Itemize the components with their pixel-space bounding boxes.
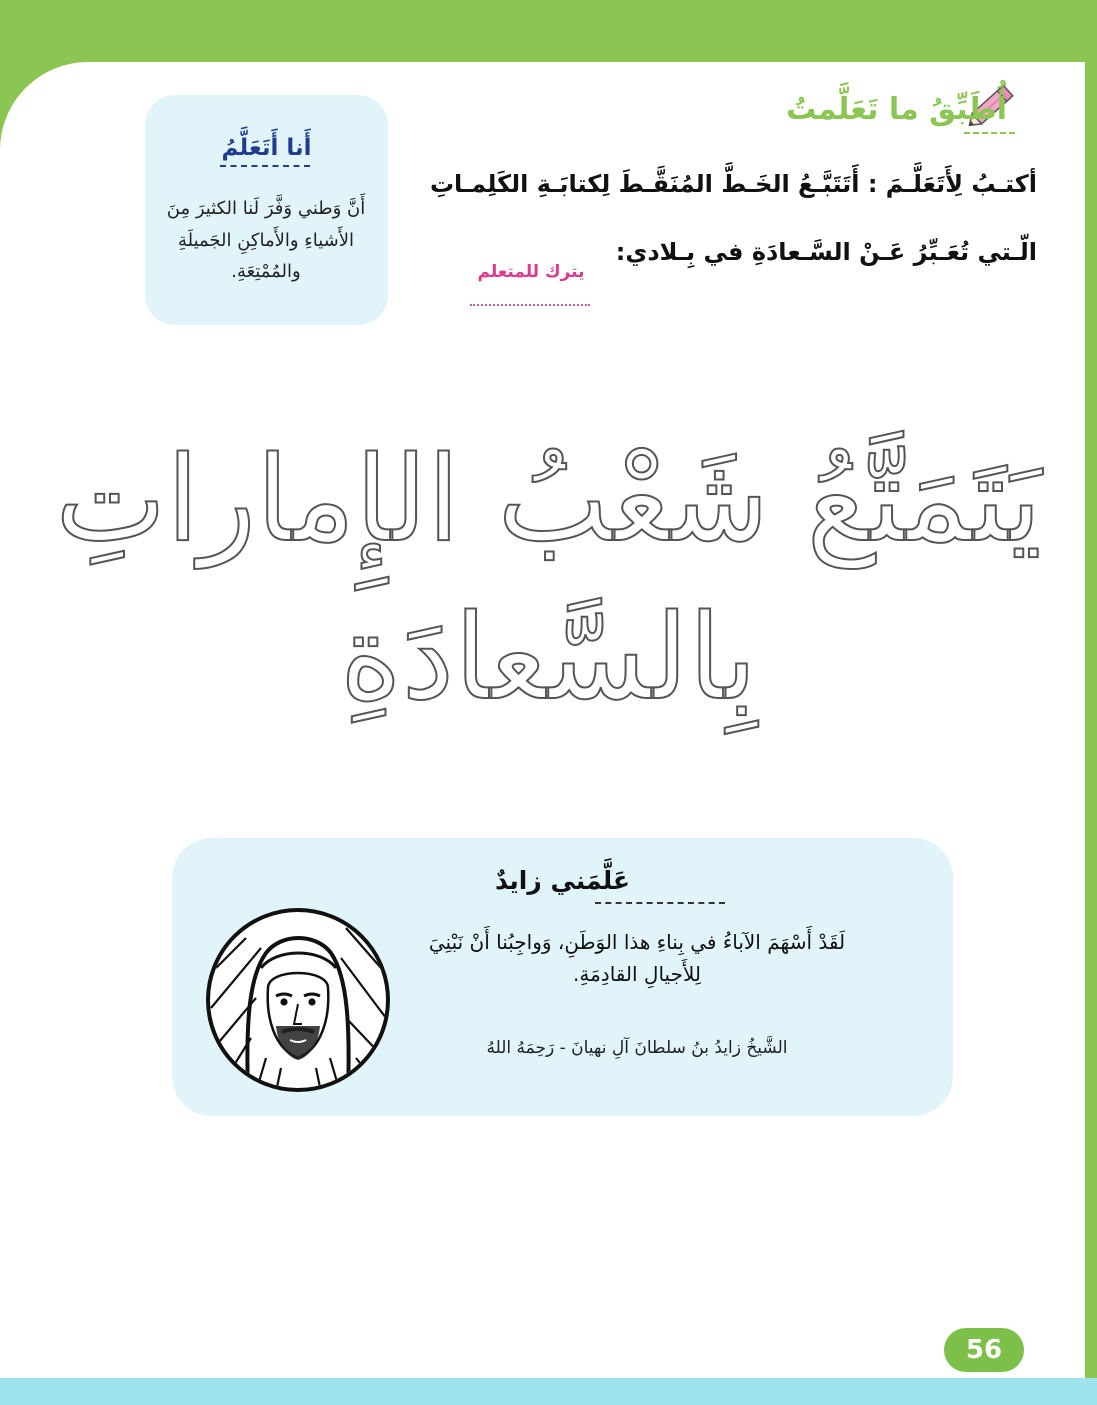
section-title: أُطَبِّقُ ما تَعَلَّمتُ	[786, 92, 1007, 127]
i-learn-text: أَنَّ وَطني وَفَّرَ لَنا الكثيرَ مِنَ الأَشياءِ والأَماكِنِ الجَميلَةِ والمُمْتِعَةِ.	[166, 198, 366, 282]
i-learn-underline	[220, 165, 310, 167]
top-green-bar	[0, 0, 1097, 62]
bottom-cyan-bar	[0, 1378, 1097, 1405]
zayed-taught-me-box	[172, 838, 953, 1116]
tracing-line-2: بِالسَّعادَةِ	[339, 588, 758, 726]
sheikh-zayed-portrait	[206, 908, 390, 1092]
i-learn-title: أَنا أَتَعَلَّمُ	[221, 135, 312, 161]
i-learn-box	[145, 95, 388, 325]
zayed-title: عَلَّمَني زايدٌ	[494, 866, 631, 895]
page-number: 56	[944, 1328, 1024, 1372]
instruction-line-2: الّـتي تُعَـبِّرُ عَـنْ السَّـعادَةِ في بِـلادي:	[615, 238, 1037, 266]
teacher-note: يترك للمتعلم	[477, 262, 585, 282]
zayed-attribution: الشَّيخُ زايدُ بنُ سلطانَ آلِ نهيانَ - رَحِمَهُ اللهُ	[486, 1038, 788, 1058]
tracing-line-1: يَتَمَتَّعُ شَعْبُ الإِماراتِ	[55, 430, 1042, 568]
zayed-title-underline	[595, 902, 725, 904]
answer-dotted-line	[470, 304, 590, 306]
zayed-quote: لَقَدْ أَسْهَمَ الآباءُ في بِناءِ هذا الوَطَنِ، وَواجِبُنا أَنْ نَبْنِيَ لِلأَجيالِ القادِمَةِ.	[428, 930, 846, 986]
instruction-line-1: أكتـبُ لِأَتَعَلَّـمَ : أَتَتَبَّـعُ الخَـطَّ المُنَقَّـطَ لِكتابَـةِ الكَلِمـاتِ	[429, 170, 1037, 198]
